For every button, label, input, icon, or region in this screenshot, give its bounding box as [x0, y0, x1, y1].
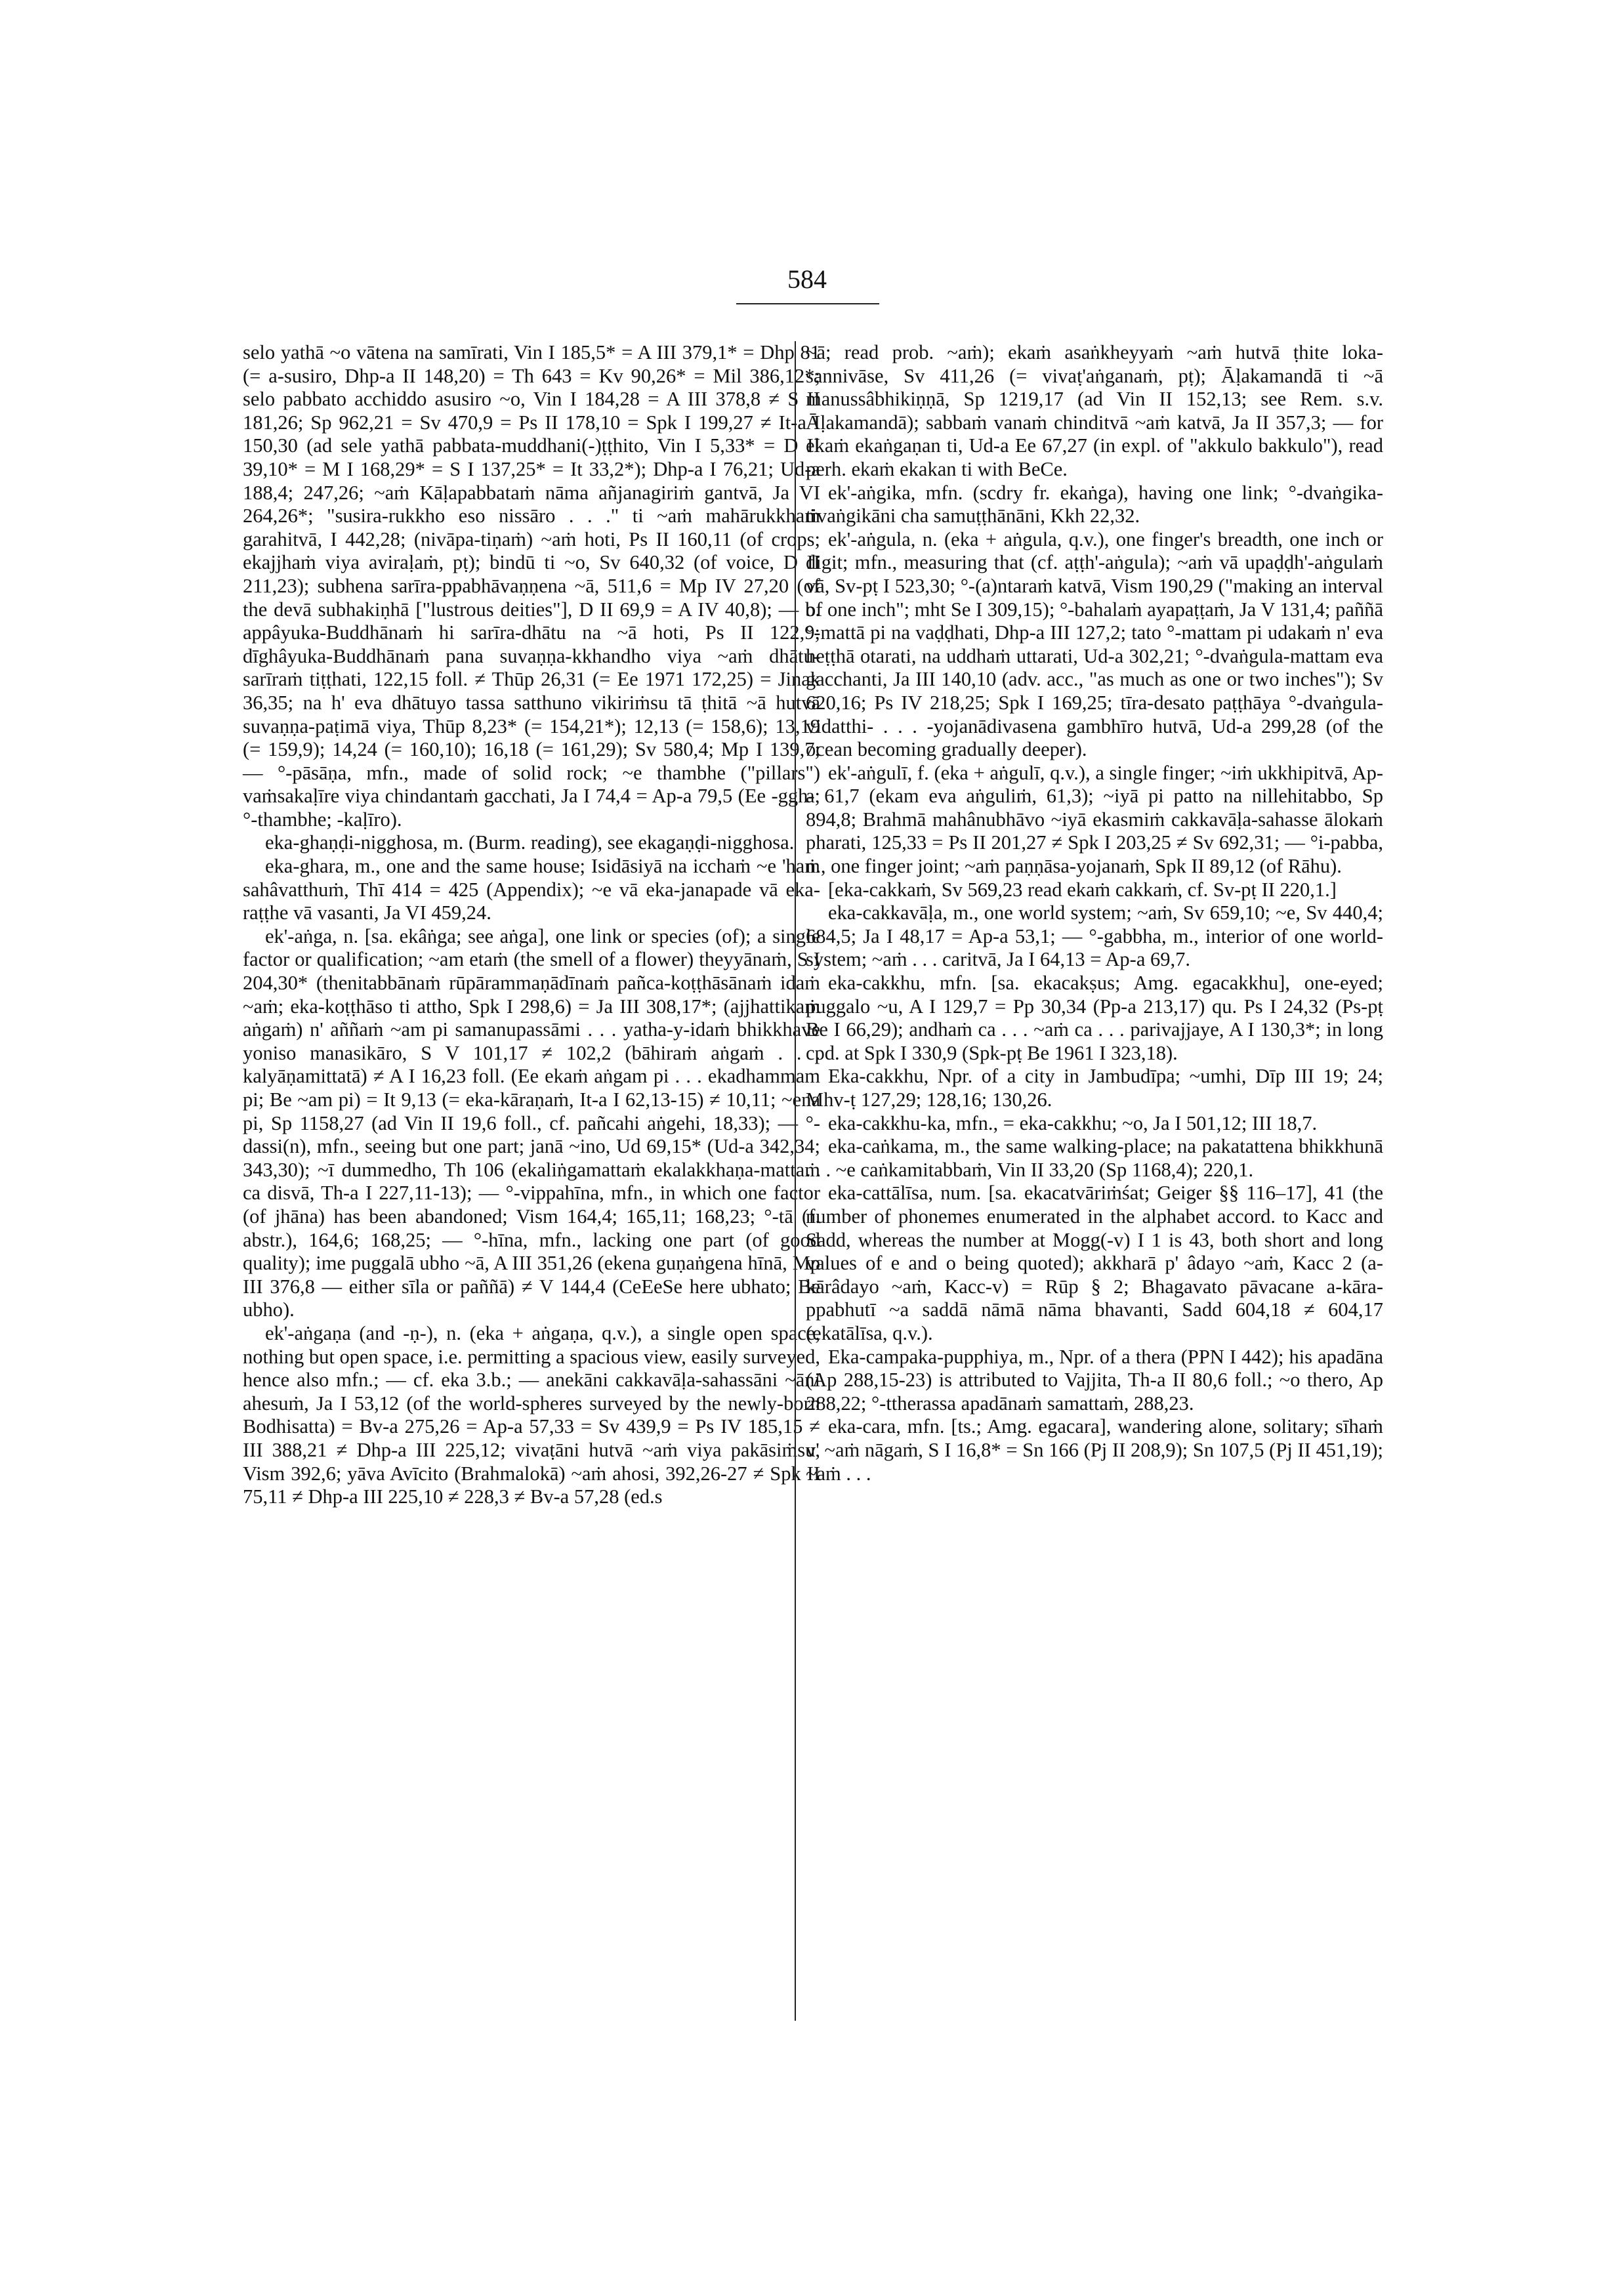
column-divider [795, 341, 796, 2021]
left-column [243, 341, 820, 1509]
dictionary-entry: Eka-campaka-pupphiya, m., Npr. of a thera (PPN I 442); his apadāna (Ap 288,15-23) is attributed to Vajjita, Th-a II 80,6 foll.; ~o thero, Ap 288,22; °-ttherassa apadānaṁ samattaṁ, 288,23. [806, 1345, 1383, 1415]
dictionary-entry: eka-caṅkama, m., the same walking-place; na pakatattena bhikkhunā . . . ~e caṅkamitabbaṁ, Vin II 33,20 (Sp 1168,4); 220,1. [806, 1135, 1383, 1181]
dictionary-entry: ~ā; read prob. ~aṁ); ekaṁ asaṅkheyyaṁ ~aṁ hutvā ṭhite loka-sannivāse, Sv 411,26 (= vivaṭ'aṅganaṁ, pṭ); Āḷakamandā ti ~ā manussâbhikiṇṇā, Sp 1219,17 (ad Vin II 152,13; see Rem. s.v. Āḷakamandā); sabbaṁ vanaṁ chinditvā ~aṁ katvā, Ja II 357,3; — for ekaṁ ekaṅgaṇan ti, Ud-a Ee 67,27 (in expl. of "akkulo bakkulo"), read perh. ekaṁ ekakan ti with BeCe. [806, 341, 1383, 480]
dictionary-entry: ek'-aṅgulī, f. (eka + aṅgulī, q.v.), a single finger; ~iṁ ukkhipitvā, Ap-a 61,7 (ekam eva aṅguliṁ, 61,3); ~iyā pi patto na nillehitabbo, Sp 894,8; Brahmā mahânubhāvo ~iyā ekasmiṁ cakkavāḷa-sahasse ālokaṁ pharati, 125,33 = Ps II 201,27 ≠ Spk I 203,25 ≠ Sv 692,31; — °i-pabba, n., one finger joint; ~aṁ paṇṇāsa-yojanaṁ, Spk II 89,12 (of Rāhu). [806, 761, 1383, 878]
dictionary-entry: eka-ghara, m., one and the same house; Isidāsiyā na icchaṁ ~e 'haṁ sahâvatthuṁ, Thī 414 = 425 (Appendix); ~e vā eka-janapade vā eka-raṭṭhe vā vasanti, Ja VI 459,24. [243, 855, 820, 924]
dictionary-entry: ek'-aṅgika, mfn. (scdry fr. ekaṅga), having one link; °-dvaṅgika-tivaṅgikāni cha samuṭṭhānāni, Kkh 22,32. [806, 481, 1383, 527]
page-number: 584 [787, 264, 827, 294]
dictionary-entry: eka-cattālīsa, num. [sa. ekacatvāriṁśat; Geiger §§ 116–17], 41 (the number of phonemes enumerated in the alphabet accord. to Kacc and Sadd, whereas the number at Mogg(-v) I 1 is 43, both short and long values of e and o being quoted); akkharā p' âdayo ~aṁ, Kacc 2 (a-kārâdayo ~aṁ, Kacc-v) = Rūp § 2; Bhagavato pāvacane a-kāra-ppabhutī ~a saddā nāmā nāma bhavanti, Sadd 604,18 ≠ 604,17 (ekatālīsa, q.v.). [806, 1182, 1383, 1344]
dictionary-entry: ek'-aṅgaṇa (and -ṇ-), n. (eka + aṅgaṇa, q.v.), a single open space, nothing but open space, i.e. permitting a spacious view, easily surveyed, hence also mfn.; — cf. eka 3.b.; — anekāni cakkavāḷa-sahassāni ~āni ahesuṁ, Ja I 53,12 (of the world-spheres surveyed by the newly-born Bodhisatta) = Bv-a 275,26 = Ap-a 57,33 = Sv 439,9 = Ps IV 185,15 ≠ III 388,21 ≠ Dhp-a III 225,12; vivaṭāni hutvā ~aṁ viya pakāsiṁsu, Vism 392,6; yāva Avīcito (Brahmalokā) ~aṁ ahosi, 392,26-27 ≠ Spk II 75,11 ≠ Dhp-a III 225,10 ≠ 228,3 ≠ Bv-a 57,28 (ed.s [243, 1321, 820, 1508]
dictionary-entry: eka-cakkhu, mfn. [sa. ekacakṣus; Amg. egacakkhu], one-eyed; puggalo ~u, A I 129,7 = Pp 30,34 (Pp-a 213,17) qu. Ps I 24,32 (Ps-pṭ Be I 66,29); andhaṁ ca . . . ~aṁ ca . . . parivajjaye, A I 130,3*; in long cpd. at Spk I 330,9 (Spk-pṭ Be 1961 I 323,18). [806, 972, 1383, 1064]
dictionary-entry: eka-ghaṇḍi-nigghosa, m. (Burm. reading), see ekagaṇḍi-nigghosa. [265, 831, 795, 854]
dictionary-entry: [eka-cakkaṁ, Sv 569,23 read ekaṁ cakkaṁ, cf. Sv-pṭ II 220,1.] [828, 878, 1337, 901]
dictionary-entry: Eka-cakkhu, Npr. of a city in Jambudīpa; ~umhi, Dīp III 19; 24; Mhv-ṭ 127,29; 128,16; 130,26. [806, 1065, 1383, 1111]
dictionary-entry: eka-cara, mfn. [ts.; Amg. egacara], wandering alone, solitary; sīhaṁ v' ~aṁ nāgaṁ, S I 16,8* = Sn 166 (Pj II 208,9); Sn 107,5 (Pj II 451,19); ~aṁ . . . [806, 1415, 1383, 1485]
dictionary-entry: eka-cakkhu-ka, mfn., = eka-cakkhu; ~o, Ja I 501,12; III 18,7. [828, 1111, 1318, 1134]
dictionary-entry: ek'-aṅgula, n. (eka + aṅgula, q.v.), one finger's breadth, one inch or digit; mfn., measuring that (cf. aṭṭh'-aṅgula); ~aṁ vā upaḍḍh'-aṅgulaṁ vā, Sv-pṭ I 523,30; °-(a)ntaraṁ katvā, Vism 190,29 ("making an interval of one inch"; mht Se I 309,15); °-bahalaṁ ayapaṭṭaṁ, Ja V 131,4; paññā °-mattā pi na vaḍḍhati, Dhp-a III 127,2; tato °-mattam pi udakaṁ n' eva heṭṭhā otarati, na uddhaṁ uttarati, Ud-a 302,21; °-dvaṅgula-mattam eva gacchanti, Ja III 140,10 (adv. acc., "as much as one or two inches"); Sv 620,16; Ps IV 218,25; Spk I 169,25; tīra-desato paṭṭhāya °-dvaṅgula-vidatthi- . . . -yojanādivasena gambhīro hutvā, Ud-a 299,28 (of the ocean becoming gradually deeper). [806, 527, 1383, 761]
dictionary-entry: ek'-aṅga, n. [sa. ekâṅga; see aṅga], one link or species (of); a single factor or qualification; ~am etaṁ (the smell of a flower) theyyānaṁ, S I 204,30* (thenitabbānaṁ rūpārammaṇādīnaṁ pañca-koṭṭhāsānaṁ idaṁ ~aṁ; eka-koṭṭhāso ti attho, Spk I 298,6) = Ja III 308,17*; (ajjhattikaṁ aṅgaṁ) n' aññaṁ ~am pi samanupassāmi . . . yatha-y-idaṁ bhikkhave yoniso manasikāro, S V 101,17 ≠ 102,2 (bāhiraṁ aṅgaṁ . . . kalyāṇamittatā) ≠ A I 16,23 foll. (Ee ekaṁ aṅgam pi . . . ekadhammam pi; Be ~am pi) = It 9,13 (= eka-kāraṇaṁ, It-a I 62,13-15) ≠ 10,11; ~ena pi, Sp 1158,27 (ad Vin II 19,6 foll., cf. pañcahi aṅgehi, 18,33); — °-dassi(n), mfn., seeing but one part; janā ~ino, Ud 69,15* (Ud-a 342,34; 343,30); ~ī dummedho, Th 106 (ekaliṅgamattaṁ ekalakkhaṇa-mattaṁ ca disvā, Th-a I 227,11-13); — °-vippahīna, mfn., in which one factor (of jhāna) has been abandoned; Vism 164,4; 165,11; 168,23; °-tā (f. abstr.), 164,6; 168,25; — °-hīna, mfn., lacking one part (of good quality); ime puggalā ubho ~ā, A III 351,26 (ekena guṇaṅgena hīnā, Mp III 376,8 — either sīla or paññā) ≠ V 144,4 (CeEeSe here ubhato; Be ubho). [243, 924, 820, 1321]
right-column [806, 341, 1383, 1485]
page-number-rule [736, 303, 879, 304]
dictionary-entry: selo yathā ~o vātena na samīrati, Vin I 185,5* = A III 379,1* = Dhp 81 (= a-susiro, Dhp-a II 148,20) = Th 643 = Kv 90,26* = Mil 386,12*; selo pabbato acchiddo asusiro ~o, Vin I 184,28 = A III 378,8 ≠ S II 181,26; Sp 962,21 = Sv 470,9 = Ps II 178,10 = Spk I 199,27 ≠ It-a I 150,30 (ad sele yathā pabbata-muddhani(-)ṭṭhito, Vin I 5,33* = D II 39,10* = M I 168,29* = S I 137,25* = It 33,2*); Dhp-a I 76,21; Ud-a 188,4; 247,26; ~aṁ Kāḷapabbataṁ nāma añjanagiriṁ gantvā, Ja VI 264,26*; "susira-rukkho eso nissāro . . ." ti ~aṁ mahārukkhaṁ garahitvā, I 442,28; (nivāpa-tiṇaṁ) ~aṁ hoti, Ps II 160,11 (of crops; ekajjhaṁ viya aviraḷaṁ, pṭ); bindū ti ~o, Sv 640,32 (of voice, D II 211,23); subhena sarīra-ppabhāvaṇṇena ~ā, 511,6 = Mp IV 27,20 (of the devā subhakiṇhā ["lustrous deities"], D II 69,9 = A IV 40,8); — b. appâyuka-Buddhānaṁ hi sarīra-dhātu na ~ā hoti, Ps II 122,9; dīghâyuka-Buddhānaṁ pana suvaṇṇa-kkhandho viya ~aṁ dhātu-sarīraṁ tiṭṭhati, 122,15 foll. ≠ Thūp 26,31 (= Ee 1971 172,25) = Jinak 36,35; na h' eva dhātuyo tassa satthuno vikiriṁsu tā ṭhitā ~ā hutvā suvaṇṇa-paṭimā viya, Thūp 8,23* (= 154,21*); 12,13 (= 158,6); 13,19 (= 159,9); 14,24 (= 160,10); 16,18 (= 161,29); Sv 580,4; Mp I 139,7; — °-pāsāṇa, mfn., made of solid rock; ~e thambhe ("pillars") vaṁsakaḷīre viya chindantaṁ gacchati, Ja I 74,4 = Ap-a 79,5 (Ee -ggh-; °-thambhe; -kaḷīro). [243, 341, 820, 831]
dictionary-entry: eka-cakkavāḷa, m., one world system; ~aṁ, Sv 659,10; ~e, Sv 440,4; 684,5; Ja I 48,17 = Ap-a 53,1; — °-gabbha, m., interior of one world-system; ~aṁ . . . caritvā, Ja I 64,13 = Ap-a 69,7. [806, 901, 1383, 971]
